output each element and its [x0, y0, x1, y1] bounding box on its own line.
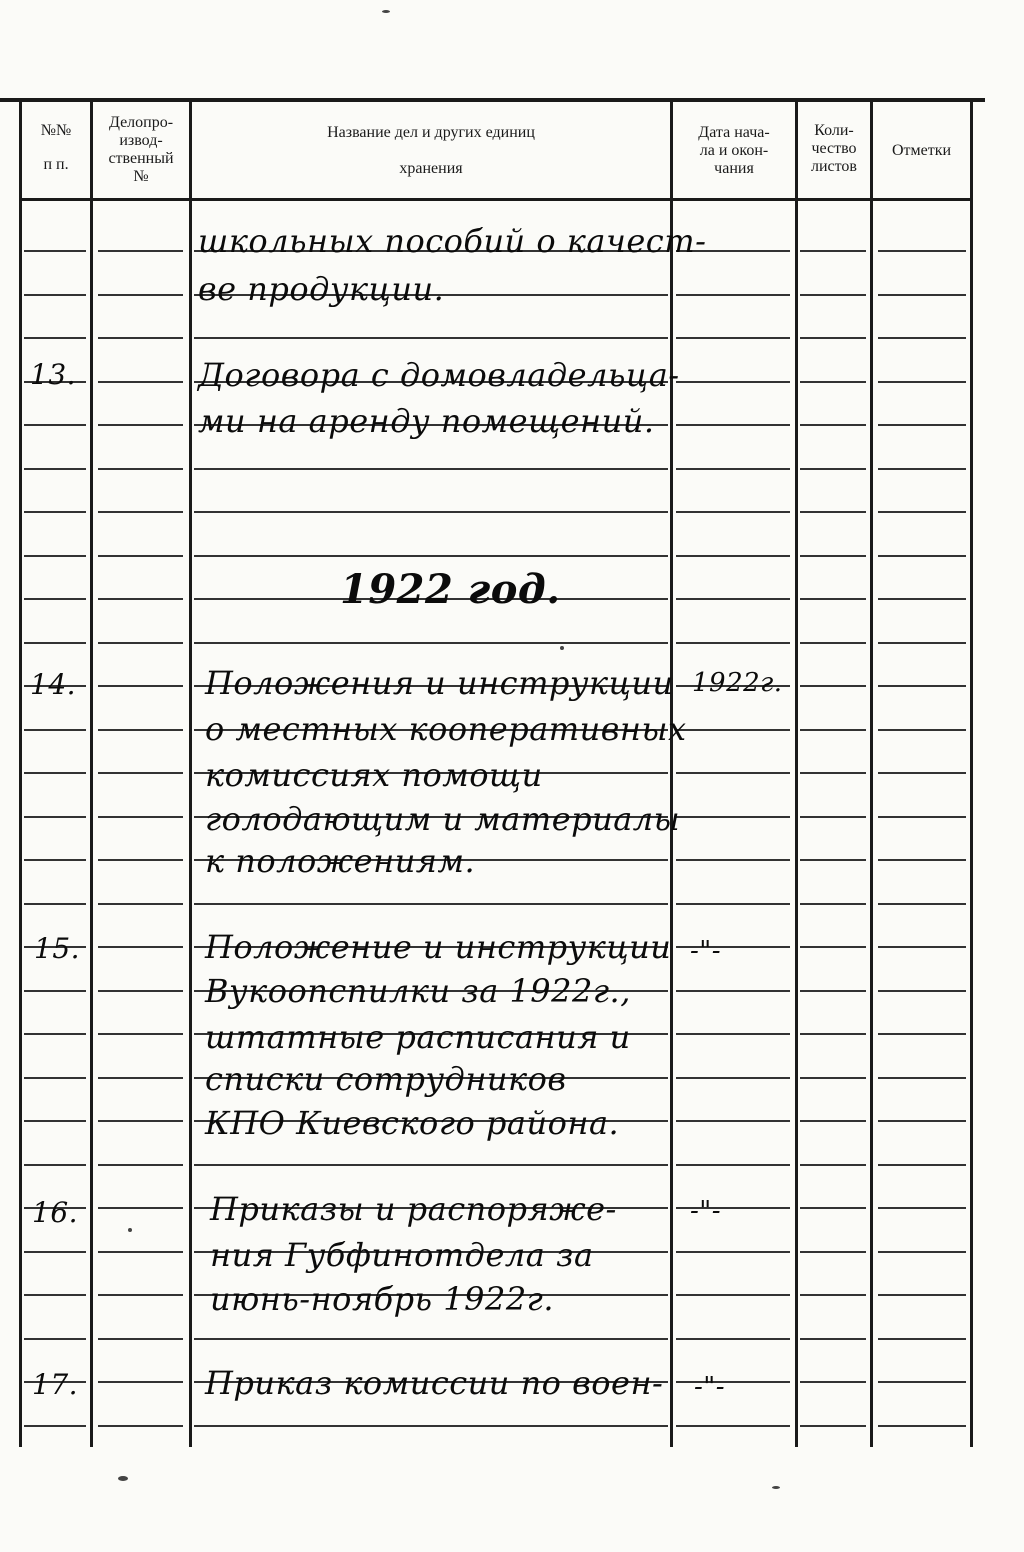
- ruled-line: [676, 642, 790, 644]
- ruled-line: [676, 337, 790, 339]
- entry-16-line-3: июнь-ноябрь 1922г.: [210, 1280, 555, 1318]
- ruled-line: [194, 642, 668, 644]
- ruled-line: [98, 1294, 183, 1296]
- ruled-line: [24, 424, 86, 426]
- ruled-line: [24, 816, 86, 818]
- ruled-line: [98, 1338, 183, 1340]
- header-dates-line1: Дата нача-: [698, 124, 770, 141]
- ruled-line: [878, 859, 966, 861]
- ruled-line: [676, 859, 790, 861]
- ruled-line: [98, 903, 183, 905]
- ruled-line: [676, 468, 790, 470]
- entry-15-date: -"-: [690, 936, 722, 966]
- header-office-line2: извод-: [119, 132, 163, 149]
- ruled-line: [676, 816, 790, 818]
- ruled-line: [24, 729, 86, 731]
- ruled-line: [878, 903, 966, 905]
- ruled-line: [800, 1120, 866, 1122]
- ruled-line: [98, 642, 183, 644]
- entry-13-line-2: ми на аренду помещений.: [198, 402, 655, 440]
- ruled-line: [98, 1120, 183, 1122]
- ruled-line: [878, 1381, 966, 1383]
- ruled-line: [800, 1294, 866, 1296]
- entry-17-date: -"-: [694, 1372, 726, 1402]
- ruled-line: [800, 511, 866, 513]
- ruled-line: [676, 1251, 790, 1253]
- ruled-line: [24, 294, 86, 296]
- ruled-line: [98, 729, 183, 731]
- ruled-line: [800, 294, 866, 296]
- ruled-line: [676, 990, 790, 992]
- ruled-line: [878, 772, 966, 774]
- ruled-line: [878, 990, 966, 992]
- entry-15-line-2: Вукоопспилки за 1922г.,: [205, 972, 631, 1010]
- table-top-border: [0, 98, 985, 102]
- ruled-line: [24, 859, 86, 861]
- header-dates-line2: ла и окон-: [699, 142, 769, 159]
- col-divider-6: [970, 102, 973, 1447]
- entry-15-line-3: штатные расписания и: [205, 1018, 631, 1056]
- ruled-line: [878, 1338, 966, 1340]
- header-office-number: [93, 114, 189, 186]
- ruled-line: [98, 1425, 183, 1427]
- ruled-line: [194, 1164, 668, 1166]
- ruled-line: [98, 1251, 183, 1253]
- ruled-line: [98, 1381, 183, 1383]
- ruled-line: [98, 424, 183, 426]
- ruled-line: [878, 1164, 966, 1166]
- ruled-line: [24, 1120, 86, 1122]
- ruled-line: [676, 1294, 790, 1296]
- ruled-line: [98, 859, 183, 861]
- ruled-line: [676, 1077, 790, 1079]
- ruled-line: [878, 1120, 966, 1122]
- ruled-line: [24, 1251, 86, 1253]
- ruled-line: [676, 511, 790, 513]
- entry-17-line-1: Приказ комиссии по воен-: [205, 1364, 664, 1402]
- ruled-line: [878, 729, 966, 731]
- ruled-line: [24, 1164, 86, 1166]
- ruled-line: [800, 642, 866, 644]
- ruled-line: [98, 1164, 183, 1166]
- ruled-line: [878, 337, 966, 339]
- ruled-line: [878, 1251, 966, 1253]
- ruled-line: [98, 555, 183, 557]
- ruled-line: [676, 1120, 790, 1122]
- ruled-line: [800, 468, 866, 470]
- ruled-line: [98, 294, 183, 296]
- ruled-line: [878, 250, 966, 252]
- ruled-line: [800, 381, 866, 383]
- col-divider-1: [90, 102, 93, 1447]
- ruled-line: [24, 642, 86, 644]
- ruled-line: [878, 1207, 966, 1209]
- ruled-line: [800, 1207, 866, 1209]
- ruled-line: [676, 772, 790, 774]
- ruled-line: [800, 990, 866, 992]
- ruled-line: [24, 555, 86, 557]
- ruled-line: [800, 729, 866, 731]
- header-office-line4: №: [133, 168, 149, 185]
- header-num-line1: №№: [40, 122, 72, 139]
- ruled-line: [800, 685, 866, 687]
- ruled-line: [194, 511, 668, 513]
- ruled-line: [194, 555, 668, 557]
- header-office-line3: ственный: [108, 150, 174, 167]
- ruled-line: [194, 903, 668, 905]
- ruled-line: [800, 1251, 866, 1253]
- col-divider-2: [189, 102, 192, 1447]
- ruled-line: [878, 685, 966, 687]
- ruled-line: [98, 381, 183, 383]
- ruled-line: [800, 772, 866, 774]
- entry-14-line-1: Положения и инструкции: [205, 664, 674, 702]
- header-dates-line3: чания: [714, 160, 754, 177]
- scan-speck: [128, 1228, 132, 1232]
- ruled-line: [878, 1077, 966, 1079]
- ruled-line: [98, 1207, 183, 1209]
- header-office-line1: Делопро-: [108, 114, 174, 131]
- ruled-line: [676, 1033, 790, 1035]
- ruled-line: [878, 946, 966, 948]
- entry-16-line-2: ния Губфинотдела за: [210, 1236, 594, 1274]
- ruled-line: [676, 729, 790, 731]
- col-divider-5: [870, 102, 873, 1447]
- entry-14-line-4: голодающим и материалы: [205, 800, 681, 838]
- ruled-line: [878, 424, 966, 426]
- header-title-line1: Название дел и других единиц: [327, 124, 535, 141]
- ruled-line: [878, 1425, 966, 1427]
- ruled-line: [24, 468, 86, 470]
- ruled-line: [98, 990, 183, 992]
- scan-speck: [382, 10, 390, 13]
- entry-17-number: 17.: [32, 1368, 79, 1401]
- ruled-line: [98, 598, 183, 600]
- year-heading: 1922 год.: [340, 566, 561, 613]
- ruled-line: [800, 816, 866, 818]
- entry-15-number: 15.: [34, 932, 81, 965]
- ruled-line: [878, 598, 966, 600]
- ruled-line: [676, 903, 790, 905]
- ruled-line: [24, 337, 86, 339]
- header-title: [192, 124, 670, 178]
- entry-15-line-1: Положение и инструкции: [205, 928, 672, 966]
- ruled-line: [878, 816, 966, 818]
- header-dates: [673, 124, 795, 178]
- header-title-line2: хранения: [399, 160, 463, 177]
- ruled-line: [878, 642, 966, 644]
- ruled-line: [676, 555, 790, 557]
- ruled-line: [24, 250, 86, 252]
- ruled-line: [800, 598, 866, 600]
- ruled-line: [878, 1033, 966, 1035]
- ruled-line: [800, 946, 866, 948]
- ruled-line: [24, 1425, 86, 1427]
- continued-line-2: ве продукции.: [198, 270, 445, 308]
- header-count-line2: чество: [811, 140, 857, 157]
- ruled-line: [98, 772, 183, 774]
- ruled-line: [800, 1425, 866, 1427]
- ruled-line: [98, 685, 183, 687]
- continued-line-1: школьных пособий о качест-: [198, 222, 707, 260]
- ruled-line: [800, 859, 866, 861]
- ruled-line: [878, 294, 966, 296]
- header-count-line1: Коли-: [814, 122, 854, 139]
- col-divider-4: [795, 102, 798, 1447]
- ruled-line: [878, 381, 966, 383]
- ruled-line: [800, 337, 866, 339]
- entry-16-line-1: Приказы и распоряже-: [210, 1190, 617, 1228]
- ruled-line: [800, 903, 866, 905]
- entry-13-line-1: Договора с домовладельца-: [198, 356, 680, 394]
- ruled-line: [24, 903, 86, 905]
- scan-speck: [772, 1486, 780, 1489]
- ruled-line: [800, 1338, 866, 1340]
- ruled-line: [98, 946, 183, 948]
- col-divider-0: [19, 102, 22, 1447]
- header-notes: [873, 142, 970, 160]
- ruled-line: [98, 511, 183, 513]
- ruled-line: [676, 598, 790, 600]
- ruled-line: [878, 511, 966, 513]
- ruled-line: [98, 1033, 183, 1035]
- entry-14-date: 1922г.: [692, 668, 783, 698]
- ruled-line: [24, 598, 86, 600]
- ruled-line: [800, 424, 866, 426]
- header-notes-label: Отметки: [891, 142, 952, 159]
- ruled-line: [194, 1338, 668, 1340]
- ruled-line: [24, 1294, 86, 1296]
- entry-14-number: 14.: [30, 668, 77, 701]
- ruled-line: [24, 990, 86, 992]
- entry-16-number: 16.: [32, 1196, 79, 1229]
- ruled-line: [800, 250, 866, 252]
- ruled-line: [98, 337, 183, 339]
- col-divider-3: [670, 102, 673, 1447]
- entry-16-date: -"-: [690, 1196, 722, 1226]
- header-num: [22, 122, 90, 174]
- entry-14-line-2: о местных кооперативных: [205, 710, 687, 748]
- ruled-line: [878, 1294, 966, 1296]
- ruled-line: [676, 381, 790, 383]
- ruled-line: [24, 772, 86, 774]
- ruled-line: [800, 1164, 866, 1166]
- ruled-line: [676, 424, 790, 426]
- ruled-line: [194, 337, 668, 339]
- entry-14-line-5: к положениям.: [205, 842, 476, 880]
- entry-14-line-3: комиссиях помощи: [205, 756, 543, 794]
- ruled-line: [800, 1381, 866, 1383]
- ruled-line: [24, 1077, 86, 1079]
- ruled-line: [194, 1425, 668, 1427]
- ruled-line: [98, 1077, 183, 1079]
- ruled-line: [676, 1164, 790, 1166]
- ruled-line: [800, 555, 866, 557]
- header-num-line2: п п.: [43, 156, 69, 173]
- ruled-line: [98, 816, 183, 818]
- ruled-line: [194, 468, 668, 470]
- scan-speck: [118, 1476, 128, 1481]
- ruled-line: [98, 468, 183, 470]
- ruled-line: [800, 1077, 866, 1079]
- entry-15-line-5: КПО Киевского района.: [205, 1104, 620, 1142]
- entry-15-line-4: списки сотрудников: [205, 1060, 567, 1098]
- ruled-line: [878, 468, 966, 470]
- header-count: [798, 122, 870, 176]
- ruled-line: [24, 1033, 86, 1035]
- ruled-line: [878, 555, 966, 557]
- ruled-line: [24, 511, 86, 513]
- ruled-line: [98, 250, 183, 252]
- scan-speck: [560, 646, 564, 650]
- header-count-line3: листов: [811, 158, 857, 175]
- entry-13-number: 13.: [30, 358, 77, 391]
- ruled-line: [800, 1033, 866, 1035]
- ruled-line: [676, 294, 790, 296]
- ruled-line: [676, 1425, 790, 1427]
- ruled-line: [676, 1338, 790, 1340]
- ruled-line: [24, 1338, 86, 1340]
- header-bottom-border: [20, 198, 970, 201]
